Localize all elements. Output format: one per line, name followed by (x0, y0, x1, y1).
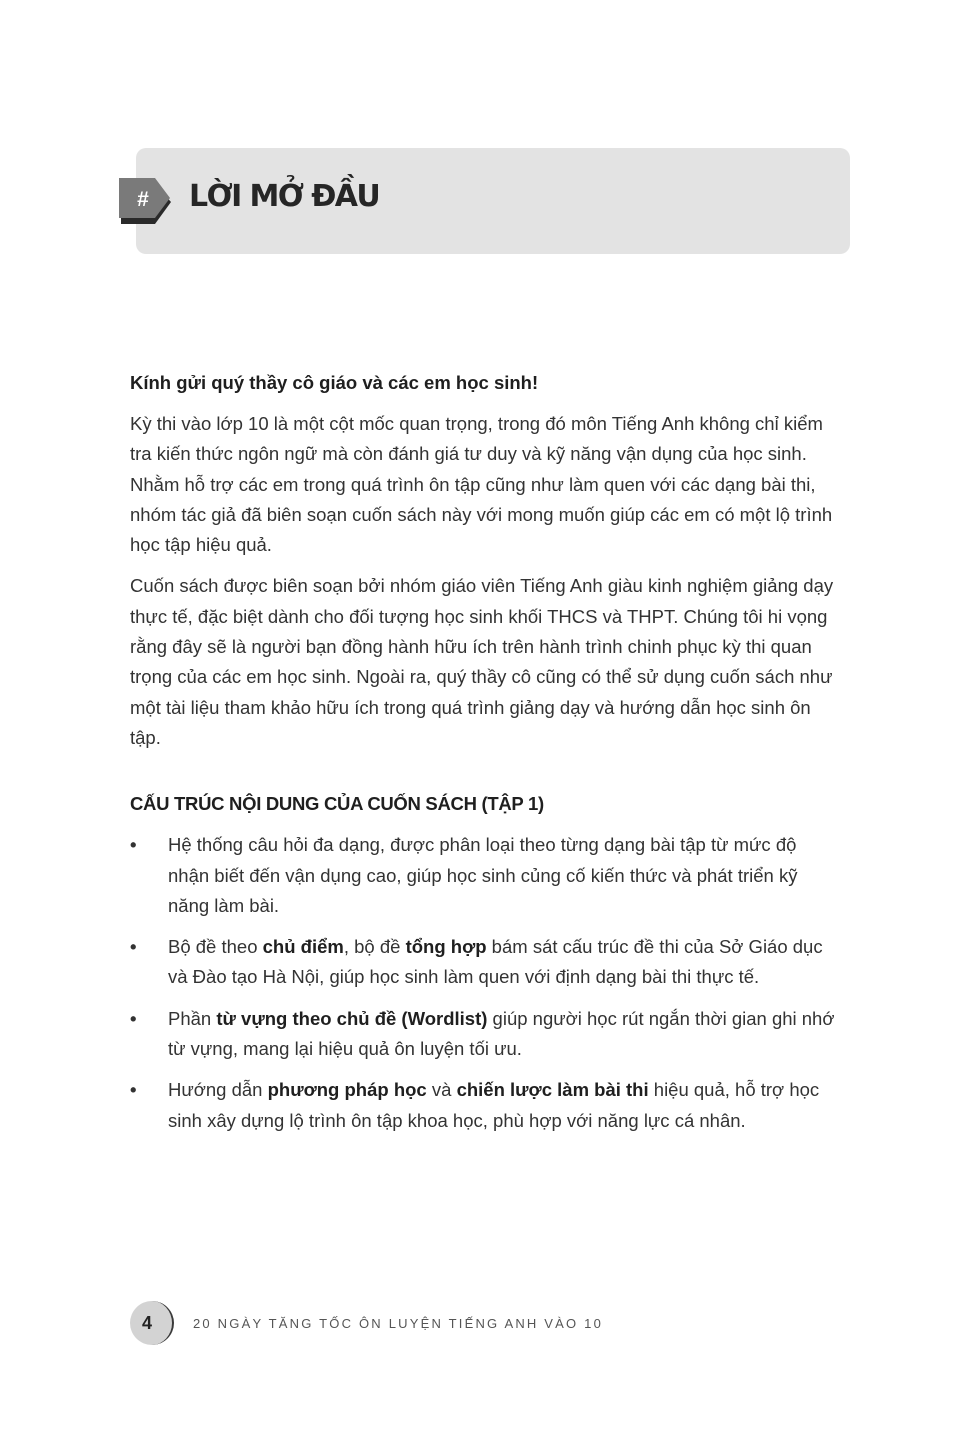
intro-paragraph: Kỳ thi vào lớp 10 là một cột mốc quan trọng, trong đó môn Tiếng Anh không chỉ kiểm tra kiến thức ngôn ngữ mà còn đánh giá tư duy và kỹ năng vận dụng của học sinh. Nhằm hỗ trợ các em trong quá trình ôn tập cũng như làm quen với các dạng bài thi, nhóm tác giả đã biên soạn cuốn sách này với mong muốn giúp các em có một lộ trình học tập hiệu quả. (130, 413, 833, 556)
authors-paragraph: Cuốn sách được biên soạn bởi nhóm giáo viên Tiếng Anh giàu kinh nghiệm giảng dạy thực tế, đặc biệt dành cho đối tượng học sinh khối THCS và THPT. Chúng tôi hi vọng rằng đây sẽ là người bạn đồng hành hữu ích trên hành trình chinh phục kỳ thi quan trọng của các em học sinh. Ngoài ra, quý thầy cô cũng có thể sử dụng cuốn sách như một tài liệu tham khảo hữu ích trong quá trình giảng dạy và hướng dẫn học sinh ôn tập. (130, 575, 834, 748)
bullet-icon: • (130, 1079, 137, 1101)
hash-glyph: # (137, 188, 149, 211)
hash-tag-icon (119, 178, 171, 224)
list-item-text: Hướng dẫn (168, 1079, 268, 1101)
list-item-text: hiệu quả, hỗ trợ học sinh xây dựng lộ trình ôn tập khoa học, phù hợp với năng lực cá nhân. (168, 1079, 820, 1131)
list-item (130, 1075, 842, 1136)
structure-list (130, 830, 842, 1136)
main-content (130, 368, 842, 1147)
page-title: LỜI MỞ ĐẦU (189, 179, 380, 214)
emphasis-text: chiến lược làm bài thi (456, 1079, 649, 1101)
section-heading: CẤU TRÚC NỘI DUNG CỦA CUỐN SÁCH (TẬP 1) (130, 793, 544, 815)
list-item-text: bám sát cấu trúc đề thi của Sở Giáo dục và Đào tạo Hà Nội, giúp học sinh làm quen với định dạng bài thi thực tế. (168, 936, 823, 988)
list-item-text: và (426, 1079, 457, 1101)
page-number: 4 (141, 1313, 152, 1333)
list-item-text: Hệ thống câu hỏi đa dạng, được phân loại theo từng dạng bài tập từ mức độ nhận biết đến vận dụng cao, giúp học sinh củng cố kiến thức và phát triển kỹ năng làm bài. (168, 834, 798, 916)
bullet-icon: • (130, 1007, 137, 1029)
list-item-text: Bộ đề theo (168, 936, 263, 958)
emphasis-text: phương pháp học (267, 1079, 427, 1101)
emphasis-text: từ vựng theo chủ đề (Wordlist) (216, 1007, 488, 1029)
list-item (130, 1004, 842, 1065)
running-footer-title: 20 NGÀY TĂNG TỐC ÔN LUYỆN TIẾNG ANH VÀO 10 (193, 1316, 604, 1331)
list-item-text: Phần (168, 1007, 217, 1029)
list-item (130, 932, 842, 993)
list-item (130, 830, 842, 921)
emphasis-text: chủ điểm (262, 936, 344, 958)
greeting: Kính gửi quý thầy cô giáo và các em học sinh! (130, 372, 539, 393)
list-item-text: , bộ đề (343, 936, 406, 958)
bullet-icon: • (130, 834, 137, 856)
bullet-icon: • (130, 936, 137, 958)
list-item-text: giúp người học rút ngắn thời gian ghi nhớ từ vựng, mang lại hiệu quả ôn luyện tối ưu. (168, 1007, 835, 1060)
emphasis-text: tổng hợp (405, 936, 487, 958)
